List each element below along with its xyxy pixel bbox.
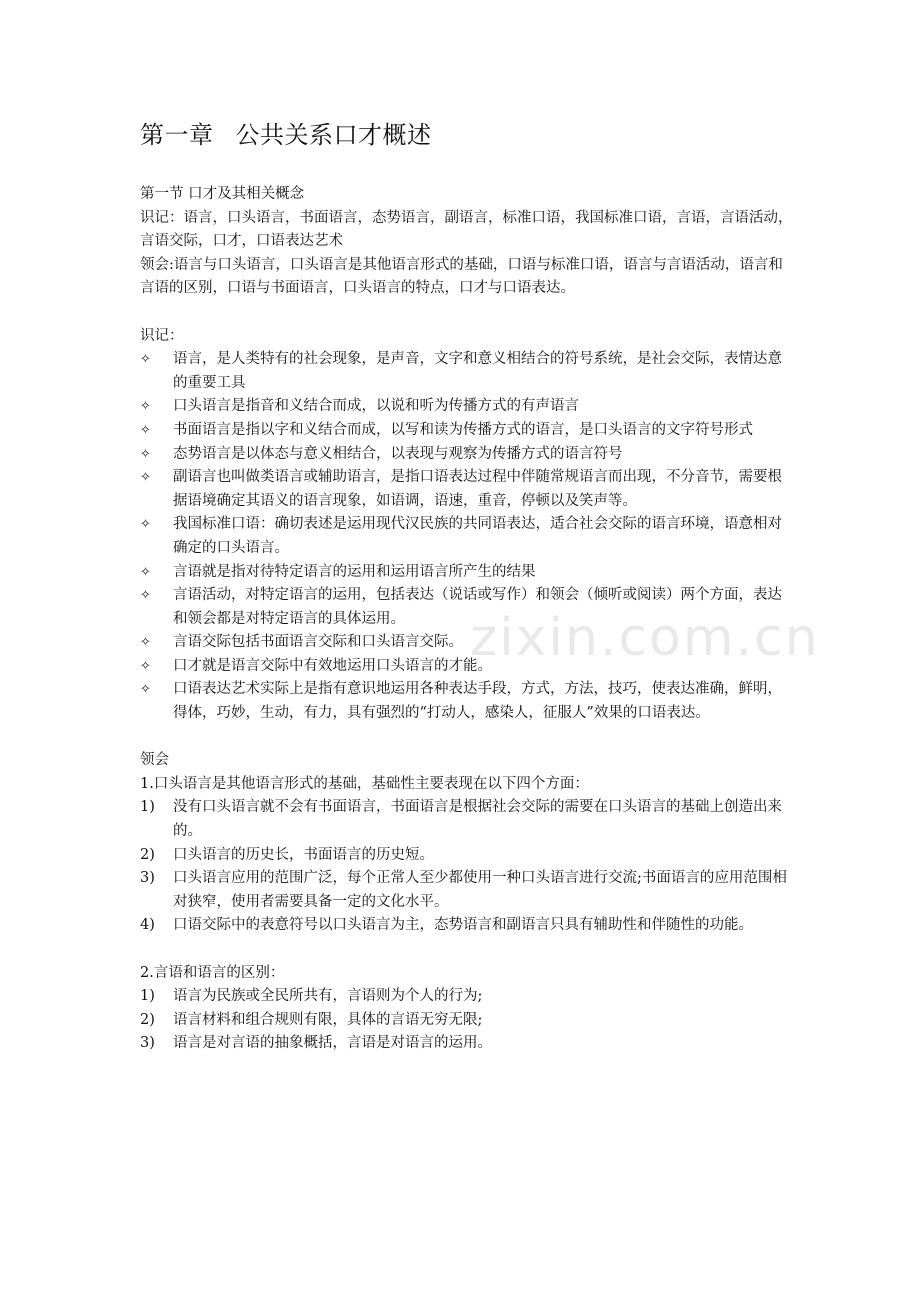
bullet-icon: ✧ [140,682,151,698]
bullet-icon: ✧ [140,588,151,604]
list-item-text: 语言，是人类特有的社会现象，是声音，文字和意义相结合的符号系统，是社会交际，表情达意的重要工具 [173,351,782,391]
item-text: 语言为民族或全民所共有，言语则为个人的行为; [173,988,483,1005]
item-text: 没有口头语言就不会有书面语言，书面语言是根据社会交际的需要在口头语言的基础上创造出来的。 [173,799,782,840]
item-text: 口头语言应用的范围广泛，每个正常人至少都使用一种口头语言进行交流;书面语言的应用范围相对狭窄，使用者需要具备一定的文化水平。 [173,870,787,910]
item-number: 1) [140,799,155,816]
list-item-text: 口头语言是指音和义结合而成，以说和听为传播方式的有声语言 [173,398,579,415]
list-item [140,348,796,395]
bullet-icon: ✧ [140,564,151,580]
numbered-item [140,796,796,843]
item-number: 3) [140,1035,155,1052]
numbered-item [140,844,796,868]
bullet-icon: ✧ [140,352,151,368]
spacer [140,726,796,750]
list-item-text: 言语交际包括书面语言交际和口头语言交际。 [173,634,463,651]
item-number: 3) [140,870,155,887]
bullet-icon: ✧ [140,446,151,462]
list-item [140,631,796,655]
list-item-text: 态势语言是以体态与意义相结合，以表现与观察为传播方式的语言符号 [173,445,623,462]
list-item [140,443,796,467]
list-item [140,655,796,679]
numbered-item [140,914,796,938]
bullet-icon: ✧ [140,517,151,533]
group-title: 2.言语和语言的区别： [140,964,285,981]
recall-heading: 识记： [140,327,184,344]
list-item-text: 书面语言是指以字和义结合而成，以写和读为传播方式的语言，是口头语言的文字符号形式 [173,421,753,438]
list-item [140,584,796,631]
item-number: 2) [140,846,155,863]
group-title: 1.口头语言是其他语言形式的基础，基础性主要表现在以下四个方面： [140,775,589,792]
numbered-item [140,867,796,914]
section-understand-line: 领会:语言与口头语言，口头语言是其他语言形式的基础，口语与标准口语，语言与言语活动，语言和言语的区别，口语与书面语言，口头语言的特点，口才与口语表达。 [140,256,783,297]
item-text: 口语交际中的表意符号以口头语言为主，态势语言和副语言只具有辅助性和伴随性的功能。 [173,917,753,934]
bullet-icon: ✧ [140,422,151,438]
item-text: 语言是对言语的抽象概括，言语是对语言的运用。 [173,1035,492,1052]
list-item-text: 我国标准口语：确切表述是运用现代汉民族的共同语表达，适合社会交际的语言环境，语意相对确定的口头语言。 [173,516,782,556]
bullet-icon: ✧ [140,470,151,486]
understand-heading: 领会 [140,752,169,769]
bullet-icon: ✧ [140,399,151,415]
item-text: 语言材料和组合规则有限，具体的言语无穷无限; [173,1011,483,1028]
list-item [140,561,796,585]
list-item [140,419,796,443]
item-number: 2) [140,1011,155,1028]
list-item-text: 言语就是指对待特定语言的运用和运用语言所产生的结果 [173,563,536,580]
numbered-item [140,1032,796,1056]
list-item-text: 口语表达艺术实际上是指有意识地运用各种表达手段，方式，方法，技巧，使表达准确，鲜明，得体，巧妙，生动，有力，具有强烈的“打动人，感染人，征服人”效果的口语表达。 [173,681,782,722]
watermark: zixin.com.cn [470,608,820,668]
numbered-item [140,985,796,1009]
list-item [140,513,796,560]
section-title: 第一节 口才及其相关概念 [140,186,305,202]
list-item [140,395,796,419]
list-item-text: 口才就是语言交际中有效地运用口头语言的才能。 [173,657,492,674]
spacer [140,301,796,325]
list-item [140,466,796,513]
list-item-text: 言语活动，对特定语言的运用，包括表达（说话或写作）和领会（倾听或阅读）两个方面，表达和领会都是对特定语言的具体运用。 [173,587,782,627]
item-number: 4) [140,917,155,934]
bullet-icon: ✧ [140,635,151,651]
list-item [140,678,796,725]
spacer [140,938,796,962]
chapter-name: 公共关系口才概述 [235,121,432,149]
chapter-title [140,118,432,152]
section-recall-line: 识记：语言，口头语言，书面语言，态势语言，副语言，标准口语，我国标准口语，言语，言语活动，言语交际，口才，口语表达艺术 [140,209,793,250]
list-item-text: 副语言也叫做类语言或辅助语言，是指口语表达过程中伴随常规语言而出现，不分音节，需要根据语境确定其语义的语言现象，如语调，语速，重音，停顿以及笑声等。 [173,469,782,509]
bullet-icon: ✧ [140,658,151,674]
chapter-number: 第一章 [140,121,214,149]
document-body [140,183,796,1056]
item-text: 口头语言的历史长，书面语言的历史短。 [173,846,434,863]
numbered-item [140,1009,796,1033]
item-number: 1) [140,988,155,1005]
